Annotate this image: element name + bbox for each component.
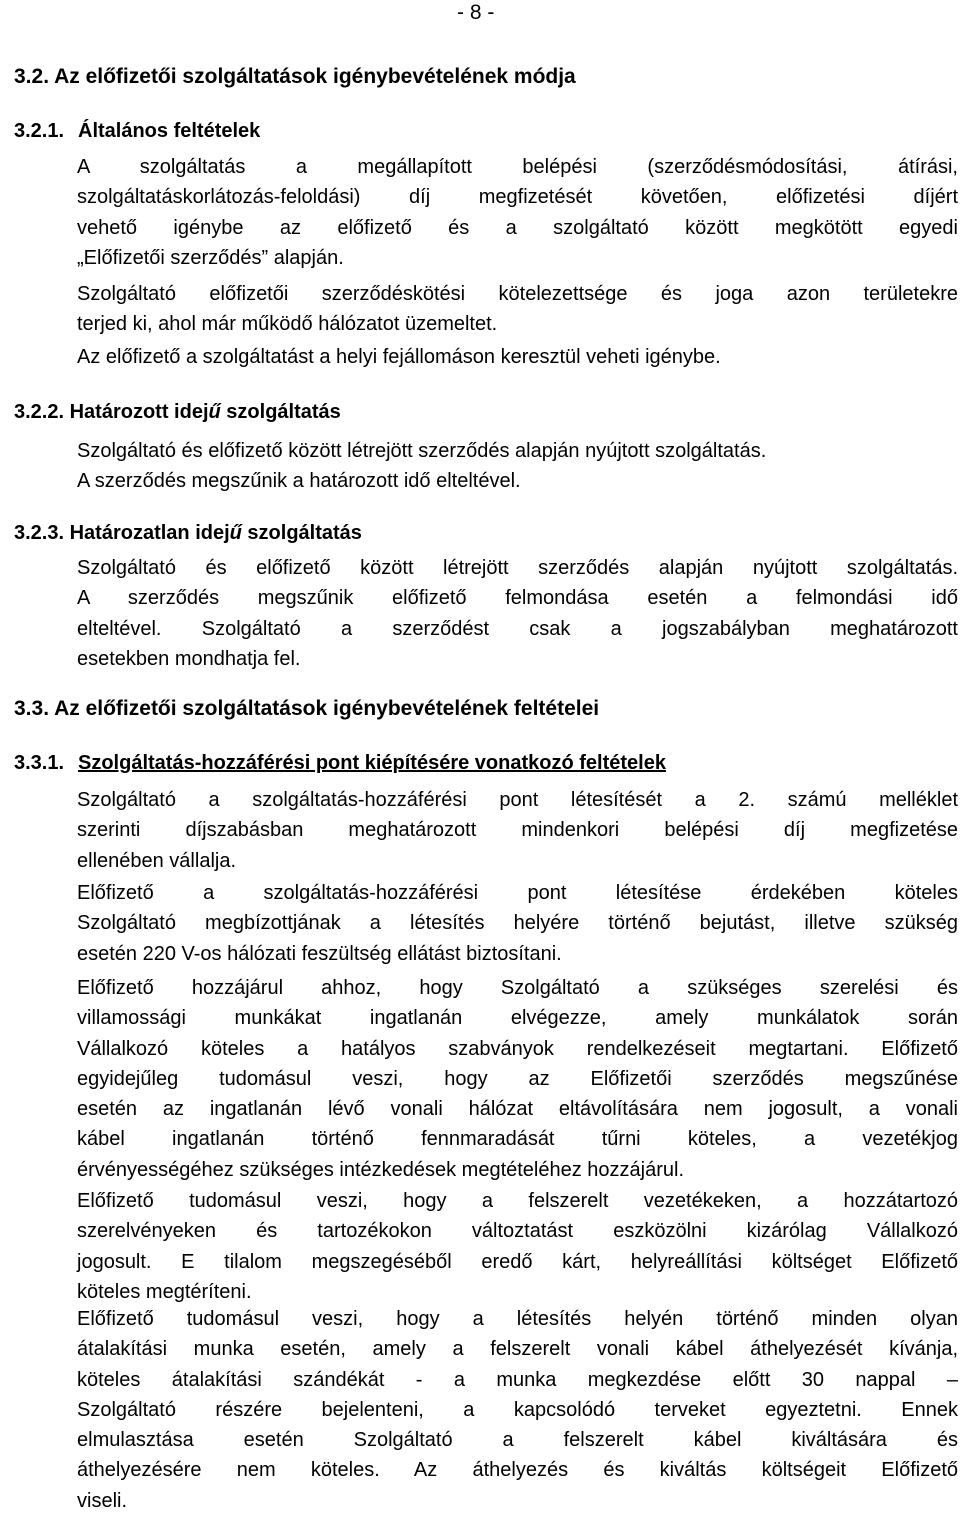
text-line: elmulasztása esetén Szolgáltató a felszerelt kábel kiváltására és [77,1429,958,1452]
text-line: Előfizető hozzájárul ahhoz, hogy Szolgáltató a szükséges szerelési és [77,977,958,999]
text-line: esetén 220 V-os hálózati feszültség ellátást biztosítani. [77,942,562,965]
paragraph-3-2-3 [77,553,958,674]
text-line: A szerződés megszűnik előfizető felmondása esetén a felmondási idő [77,587,958,610]
text-line: „Előfizetői szerződés” alapján. [77,246,344,269]
text-line: elteltével. Szolgáltató a szerződést csak a jogszabályban meghatározott [77,617,958,640]
text-line: Az előfizető a szolgáltatást a helyi fejállomáson keresztül veheti igénybe. [77,346,721,368]
text-line: kábel ingatlanán történő fennmaradását tűrni köteles, a vezetékjog [77,1128,958,1151]
text-line: Előfizető tudomásul veszi, hogy a felszerelt vezetékeken, a hozzátartozó [77,1190,958,1212]
section-3-3-1-heading [14,750,666,776]
section-3-3-heading [14,696,599,722]
text-line: egyidejűleg tudomásul veszi, hogy az Előfizetői szerződés megszűnése [77,1067,958,1090]
text-line: köteles megtéríteni. [77,1280,252,1303]
paragraph-3-3-1-a [77,785,958,876]
page-number: - 8 - [457,1,495,24]
section-number: 3.3. [14,697,50,720]
section-title: Az előfizetői szolgáltatások igénybevételének módja [54,65,576,88]
section-title: Szolgáltatás-hozzáférési pont kiépítésére vonatkozó feltételek [78,752,666,774]
text-line: Szolgáltató megbízottjának a létesítés helyére történő bejutást, illetve szükség [77,912,958,935]
title-part: Határozatlan idej [69,522,230,544]
section-3-2-1-heading [14,118,260,144]
text-line: ellenében vállalja. [77,849,237,872]
text-line: Szolgáltató előfizetői szerződéskötési kötelezettsége és joga azon területekre [77,283,958,305]
paragraph-3-3-1-b [77,878,958,969]
text-line: Vállalkozó köteles a hatályos szabványok rendelkezéseit megtartani. Előfizető [77,1037,958,1060]
section-3-2-3-heading [14,520,362,546]
section-number: 3.2.1. [14,120,65,142]
text-line: A szolgáltatás a megállapított belépési (szerződésmódosítási, átírási, [77,156,958,178]
text-line: Szolgáltató és előfizető között létrejött szerződés alapján nyújtott szolgáltatás. [77,440,767,462]
paragraph-3-2-1-b [77,279,958,340]
section-number: 3.2.3. [14,522,65,544]
text-line: szolgáltatáskorlátozás-feloldási) díj megfizetését követően, előfizetési díjért [77,186,958,209]
section-3-2-2-heading [14,399,341,425]
text-line: szerelvényeken és tartozékokon változtatást eszközölni kizárólag Vállalkozó [77,1220,958,1243]
text-line: átalakítási munka esetén, amely a felszerelt vonali kábel áthelyezését kívánja, [77,1338,958,1361]
text-line: terjed ki, ahol már működő hálózatot üzemeltet. [77,313,498,336]
paragraph-3-3-1-e [77,1304,958,1516]
text-line: vehető igénybe az előfizető és a szolgáltató között megkötött egyedi [77,216,958,239]
paragraph-3-2-1-a [77,152,958,273]
text-line: Szolgáltató és előfizető között létrejött szerződés alapján nyújtott szolgáltatás. [77,557,958,579]
title-part: Határozott idej [69,401,209,423]
section-number: 3.2.2. [14,401,65,423]
title-part: szolgáltatás [220,401,341,423]
text-line: érvényességéhez szükséges intézkedések megtételéhez hozzájárul. [77,1158,685,1181]
text-line: Szolgáltató a szolgáltatás-hozzáférési pont létesítését a 2. számú melléklet [77,789,958,811]
paragraph-3-2-1-c [77,342,958,372]
title-part: szolgáltatás [241,522,362,544]
section-title: Az előfizetői szolgáltatások igénybevételének feltételei [54,697,600,720]
text-line: áthelyezésére nem köteles. Az áthelyezés és kiváltás költségeit Előfizető [77,1459,958,1482]
section-title: Általános feltételek [78,120,261,142]
title-part: ű [229,522,242,544]
section-number: 3.2. [14,65,50,88]
text-line: Előfizető tudomásul veszi, hogy a létesítés helyén történő minden olyan [77,1308,958,1330]
paragraph-3-2-2 [77,436,958,497]
text-line: jogosult. E tilalom megszegéséből eredő kárt, helyreállítási költséget Előfizető [77,1250,958,1273]
paragraph-3-3-1-d [77,1186,958,1307]
text-line: viseli. [77,1489,128,1512]
section-number: 3.3.1. [14,752,65,774]
section-3-2-heading [14,64,576,90]
text-line: köteles átalakítási szándékát - a munka megkezdése előtt 30 nappal – [77,1368,958,1391]
section-title [70,522,362,544]
text-line: szerinti díjszabásban meghatározott mindenkori belépési díj megfizetése [77,819,958,842]
section-title [70,401,341,423]
text-line: A szerződés megszűnik a határozott idő elteltével. [77,470,521,493]
text-line: Szolgáltató részére bejelenteni, a kapcsolódó terveket egyeztetni. Ennek [77,1398,958,1421]
text-line: Előfizető a szolgáltatás-hozzáférési pont létesítése érdekében köteles [77,882,958,904]
text-line: esetén az ingatlanán lévő vonali hálózat eltávolítására nem jogosult, a vonali [77,1098,958,1121]
paragraph-3-3-1-c [77,973,958,1185]
text-line: villamossági munkákat ingatlanán elvégezze, amely munkálatok során [77,1007,958,1030]
title-part: ű [208,401,221,423]
text-line: esetekben mondhatja fel. [77,647,301,670]
